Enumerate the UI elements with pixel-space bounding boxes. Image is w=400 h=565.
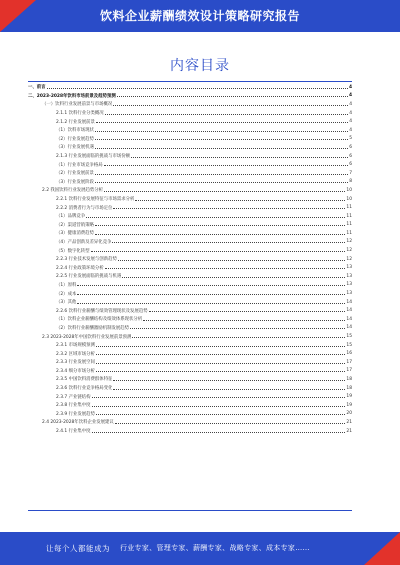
toc-entry[interactable]	[28, 332, 352, 341]
toc-leader-dots	[77, 285, 345, 286]
toc-entry-title: （3）行业发展机遇	[56, 145, 94, 151]
toc-entry-title: （1）品牌竞争	[56, 214, 86, 220]
toc-entry[interactable]	[28, 349, 352, 358]
toc-entry[interactable]	[28, 100, 352, 109]
toc-entry-title: 2.3.1 市场规模预测	[56, 343, 95, 349]
toc-entry-page: 19	[346, 394, 352, 400]
report-title: 饮料企业薪酬绩效设计策略研究报告	[99, 9, 300, 23]
toc-entry[interactable]	[28, 427, 352, 436]
toc-entry-page: 4	[348, 93, 352, 99]
toc-entry-title: 2.2.3 行业技术发展与创新趋势	[56, 257, 117, 263]
toc-entry[interactable]	[28, 92, 352, 101]
toc-entry-title: （2）行业发展趋势	[56, 136, 94, 142]
toc-entry-title: 2.3.5 中国饮料消费群体特征	[56, 377, 113, 383]
toc-leader-dots	[96, 414, 345, 415]
toc-entry-page: 4	[349, 119, 352, 125]
toc-entry[interactable]	[28, 135, 352, 144]
toc-entry-title: （一）饮料行业发展前景与市场概况	[42, 102, 113, 108]
toc-entry-title: 二、2023-2028年饮料市场前景及趋势预测	[28, 93, 116, 99]
toc-leader-dots	[95, 139, 348, 140]
toc-entry[interactable]	[28, 255, 352, 264]
toc-entry-title: 2.4 2023-2028年饮料企业发展建议	[42, 420, 114, 426]
toc-entry[interactable]	[28, 109, 352, 118]
toc-entry-title: （1）饮料市场现状	[56, 128, 94, 134]
toc-bottom-divider	[28, 510, 352, 511]
toc-entry-page: 4	[349, 110, 352, 116]
toc-entry[interactable]	[28, 418, 352, 427]
toc-leader-dots	[132, 337, 345, 338]
toc-entry-page: 14	[346, 308, 352, 314]
toc-entry[interactable]	[28, 401, 352, 410]
toc-entry-page: 5	[349, 136, 352, 142]
toc-entry-title: （2）渠道营销策略	[56, 222, 94, 228]
toc-entry-page: 16	[346, 351, 352, 357]
toc-entry-title: 2.2.2 消费者行为与市场定位	[56, 205, 113, 211]
toc-entry-page: 10	[346, 196, 352, 202]
toc-entry[interactable]	[28, 324, 352, 333]
toc-entry-title: （3）其他	[56, 300, 77, 306]
toc-leader-dots	[149, 311, 346, 312]
toc-leader-dots	[96, 363, 345, 364]
toc-leader-dots	[96, 354, 345, 355]
toc-entry-title: 2.3.2 区域市场分析	[56, 351, 95, 357]
toc-entry[interactable]	[28, 375, 352, 384]
toc-leader-dots	[77, 303, 345, 304]
toc-leader-dots	[92, 397, 346, 398]
toc-entry-title: 2.2.5 行业发展面临的挑战与机遇	[56, 274, 122, 280]
toc-leader-dots	[113, 380, 345, 381]
toc-entry-page: 12	[346, 239, 352, 245]
toc-entry-page: 14	[346, 299, 352, 305]
toc-entry-page: 21	[346, 428, 352, 434]
toc-leader-dots	[130, 328, 345, 329]
toc-entry[interactable]	[28, 83, 352, 92]
toc-entry-page: 15	[346, 334, 352, 340]
toc-leader-dots	[96, 346, 345, 347]
toc-leader-dots	[118, 260, 346, 261]
toc-entry-page: 4	[349, 101, 352, 107]
toc-leader-dots	[113, 208, 345, 209]
toc-leader-dots	[122, 277, 345, 278]
toc-leader-dots	[105, 268, 346, 269]
toc-entry-title: （5）数字化转型	[56, 248, 90, 254]
toc-entry-page: 17	[346, 359, 352, 365]
toc-entry[interactable]	[28, 186, 352, 195]
toc-entry-title: （2）饮料行业薪酬激励机制发展趋势	[56, 325, 130, 331]
toc-leader-dots	[77, 294, 345, 295]
toc-leader-dots	[95, 234, 345, 235]
toc-entry-title: （4）产品创新及差异化竞争	[56, 239, 112, 245]
toc-entry-page: 13	[346, 282, 352, 288]
toc-entry-page: 21	[346, 419, 352, 425]
toc-entry-page: 11	[346, 222, 352, 228]
toc-leader-dots	[131, 157, 348, 158]
toc-entry[interactable]	[28, 289, 352, 298]
toc-entry-title: （1）行业市场竞争格局	[56, 162, 103, 168]
toc-entry-page: 11	[346, 213, 352, 219]
toc-entry-title: 2.3.9 行业发展趋势	[56, 411, 95, 417]
toc-entry-title: 2.2.1 饮料行业发展特征与市场需求分析	[56, 197, 135, 203]
toc-entry-page: 17	[346, 368, 352, 374]
toc-entry-page: 15	[346, 342, 352, 348]
page-header	[0, 0, 400, 32]
toc-leader-dots	[92, 432, 346, 433]
toc-entry-title: 2.3.6 饮料行业竞争格局变化	[56, 386, 113, 392]
toc-entry[interactable]	[28, 212, 352, 221]
toc-entry[interactable]	[28, 229, 352, 238]
table-of-contents	[28, 83, 352, 435]
toc-leader-dots	[117, 96, 348, 97]
toc-entry-title: 2.3 2023-2028年中国饮料行业发展前景预测	[42, 334, 132, 340]
toc-entry-title: 2.1.1 饮料行业分类概况	[56, 111, 104, 117]
toc-entry[interactable]	[28, 367, 352, 376]
toc-entry-title: （1）饮料企业薪酬结构及绩效体系现状分析	[56, 317, 143, 323]
toc-top-divider	[28, 81, 352, 82]
toc-entry-page: 19	[346, 402, 352, 408]
toc-entry-title: （2）行业发展前景	[56, 171, 94, 177]
toc-entry[interactable]	[28, 298, 352, 307]
footer-roles: 行业专家、管理专家、薪酬专家、战略专家、成本专家……	[120, 544, 310, 552]
toc-entry[interactable]	[28, 178, 352, 187]
toc-entry[interactable]	[28, 281, 352, 290]
toc-leader-dots	[96, 371, 345, 372]
toc-leader-dots	[95, 225, 345, 226]
toc-leader-dots	[95, 174, 348, 175]
toc-entry-page: 10	[346, 187, 352, 193]
toc-entry-title: 2.2.4 行业政策环境分析	[56, 265, 104, 271]
toc-leader-dots	[105, 114, 349, 115]
toc-entry-title: （3）行业发展阶段	[56, 179, 94, 185]
toc-leader-dots	[104, 165, 349, 166]
toc-entry[interactable]	[28, 263, 352, 272]
footer-red-corner	[364, 532, 400, 565]
toc-entry-page: 14	[346, 325, 352, 331]
toc-entry[interactable]	[28, 117, 352, 126]
toc-entry[interactable]	[28, 195, 352, 204]
toc-entry-title: 2.3.4 细分市场分析	[56, 368, 95, 374]
toc-entry-title: （3）健康消费趋势	[56, 231, 94, 237]
toc-leader-dots	[104, 191, 345, 192]
toc-entry-page: 12	[346, 248, 352, 254]
toc-entry-page: 11	[346, 230, 352, 236]
toc-entry-page: 6	[349, 153, 352, 159]
toc-leader-dots	[135, 200, 345, 201]
toc-entry-page: 18	[346, 376, 352, 382]
toc-entry-page: 13	[346, 291, 352, 297]
toc-entry-page: 6	[349, 144, 352, 150]
toc-leader-dots	[95, 148, 348, 149]
toc-entry[interactable]	[28, 410, 352, 419]
toc-entry[interactable]	[28, 272, 352, 281]
toc-leader-dots	[113, 105, 348, 106]
toc-entry[interactable]	[28, 384, 352, 393]
toc-entry[interactable]	[28, 126, 352, 135]
toc-entry[interactable]	[28, 246, 352, 255]
toc-entry-title: 一、前言	[28, 85, 46, 91]
toc-entry[interactable]	[28, 160, 352, 169]
toc-entry[interactable]	[28, 358, 352, 367]
toc-entry-page: 12	[346, 256, 352, 262]
toc-entry-page: 14	[346, 316, 352, 322]
toc-leader-dots	[113, 389, 345, 390]
toc-entry-title: 2.3.8 行业集中度	[56, 403, 91, 409]
toc-entry-title: 2.1.3 行业发展面临的挑战与市场份额	[56, 154, 131, 160]
toc-leader-dots	[91, 251, 346, 252]
toc-entry-title: 2.3.3 行业发展空间	[56, 360, 95, 366]
toc-entry-title: 2.4.1 行业集中度	[56, 429, 91, 435]
footer-slogan: 让每个人都能成为	[46, 544, 110, 553]
toc-entry-title: 2.3.7 产业链结构	[56, 394, 91, 400]
toc-entry[interactable]	[28, 306, 352, 315]
toc-entry-page: 4	[349, 127, 352, 133]
toc-entry[interactable]	[28, 169, 352, 178]
toc-entry-page: 7	[349, 170, 352, 176]
toc-leader-dots	[112, 242, 345, 243]
toc-entry-page: 13	[346, 273, 352, 279]
toc-leader-dots	[95, 131, 348, 132]
toc-leader-dots	[143, 320, 345, 321]
toc-entry-title: （2）成本	[56, 291, 77, 297]
toc-leader-dots	[47, 88, 348, 89]
toc-entry-page: 8	[349, 179, 352, 185]
toc-entry[interactable]	[28, 221, 352, 230]
toc-entry-page: 6	[349, 162, 352, 168]
toc-entry[interactable]	[28, 203, 352, 212]
toc-entry[interactable]	[28, 341, 352, 350]
toc-leader-dots	[86, 217, 345, 218]
toc-entry-page: 13	[346, 265, 352, 271]
toc-entry-page: 11	[346, 205, 352, 211]
toc-entry-page: 20	[346, 411, 352, 417]
toc-leader-dots	[96, 122, 348, 123]
page-footer	[0, 532, 400, 565]
toc-entry-page: 4	[348, 84, 352, 90]
toc-entry-title: （1）原料	[56, 282, 77, 288]
toc-entry-page: 18	[346, 385, 352, 391]
toc-heading: 内容目录	[170, 58, 230, 74]
toc-entry-title: 2.2 我国饮料行业发展趋势分析	[42, 188, 104, 194]
toc-entry[interactable]	[28, 238, 352, 247]
toc-entry-title: 2.2.6 饮料行业薪酬与绩效管理现状及发展趋势	[56, 308, 148, 314]
toc-entry-title: 2.1.2 行业发展前景	[56, 119, 95, 125]
toc-entry[interactable]	[28, 315, 352, 324]
toc-entry[interactable]	[28, 143, 352, 152]
toc-leader-dots	[92, 406, 346, 407]
toc-leader-dots	[115, 423, 346, 424]
toc-leader-dots	[95, 182, 348, 183]
toc-entry[interactable]	[28, 392, 352, 401]
toc-entry[interactable]	[28, 152, 352, 161]
